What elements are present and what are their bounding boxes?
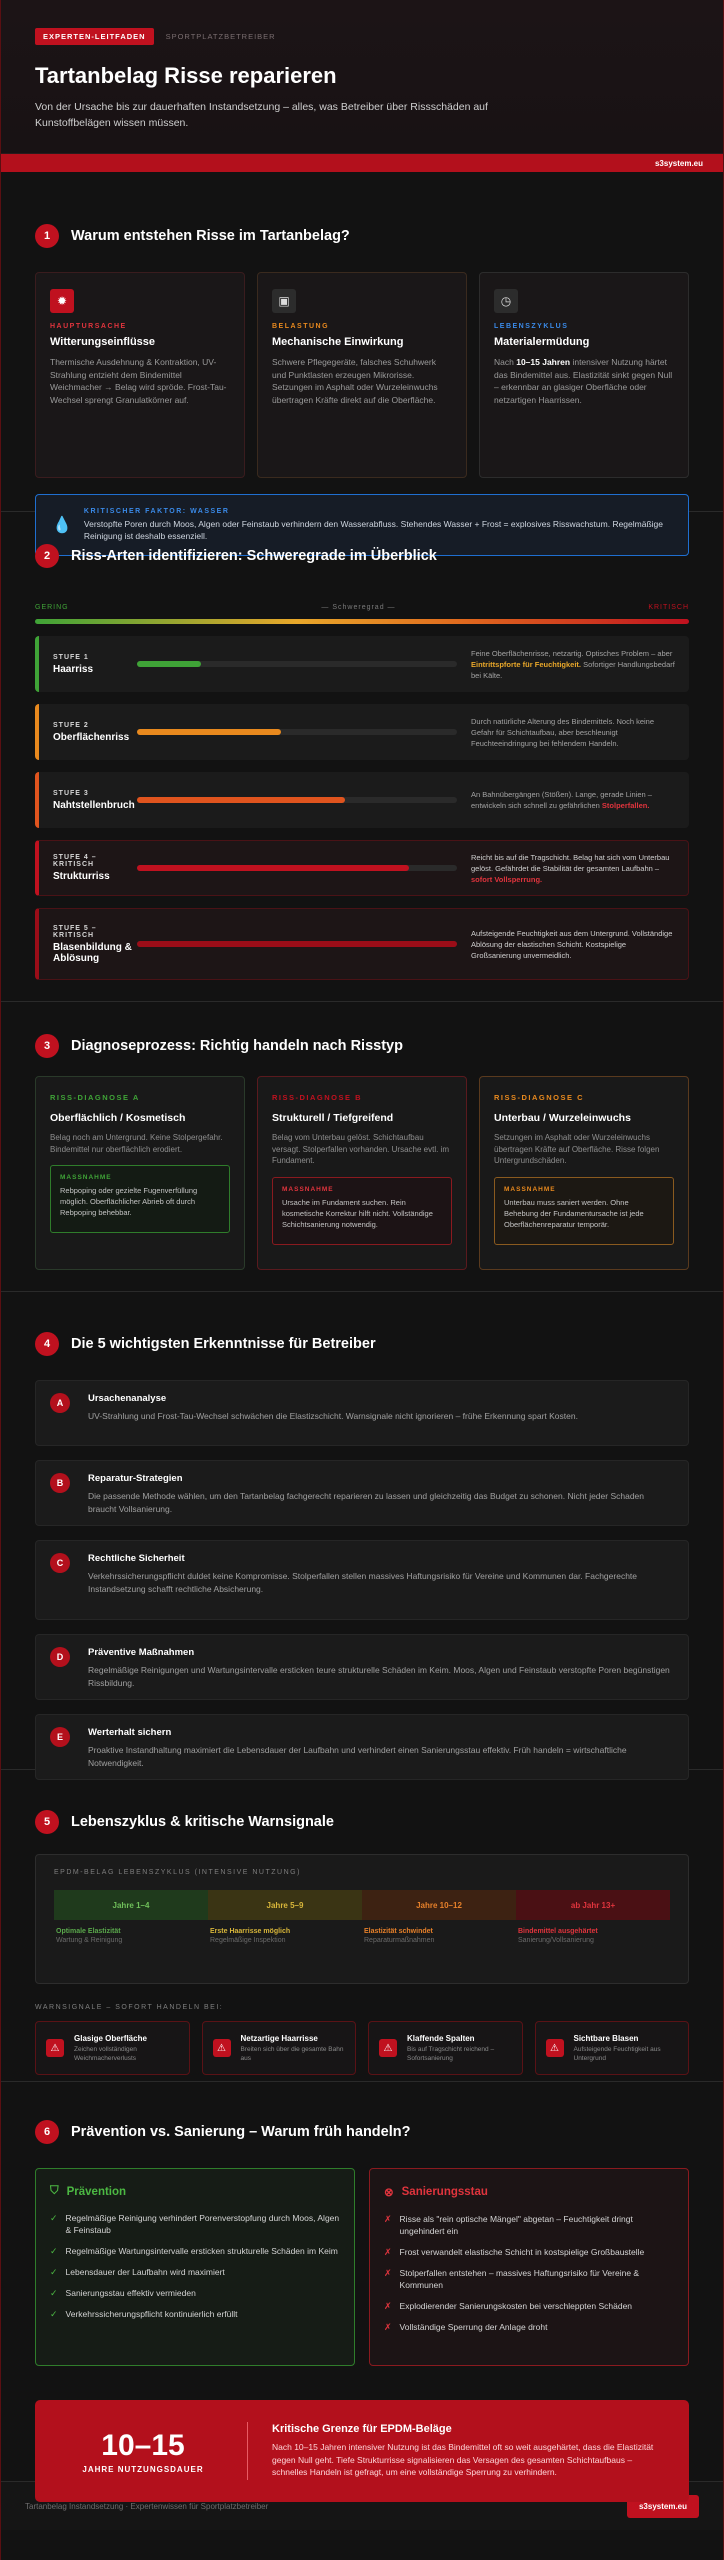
diagnosis-text: Belag vom Unterbau gelöst. Schichtaufbau versagt. Stolperfallen vorhanden. Ursache evtl. im Fundament. [272,1133,449,1165]
insight-letter: B [50,1473,70,1493]
stage-level: STUFE 5 – KRITISCH [53,924,97,939]
stage-level: STUFE 3 [53,789,89,797]
insight-text: UV-Strahlung und Frost-Tau-Wechsel schwächen die Elastizschicht. Warnsignale nicht ignorieren – frühe Erkennung spart Kosten. [88,1411,578,1421]
measure-text: Ursache im Fundament suchen. Rein kosmetische Korrektur hilft nicht. Vollständige Schichtsanierung notwendig. [282,1197,433,1229]
warning-title: Sichtbare Blasen [573,2033,639,2043]
insight-letter: E [50,1727,70,1747]
prevention-item: ✓ Verkehrssicherungspflicht kontinuierlich erfüllt [50,2309,238,2319]
diagnosis-card-b [257,1076,467,1270]
renovation-title: Sanierungsstau [401,2186,488,2198]
insight-item [35,1460,689,1526]
section-number: 5 [35,1810,59,1834]
stage-level: STUFE 4 – KRITISCH [53,854,97,868]
stage-description: Durch natürliche Alterung des Bindemittels. Noch keine Gefahr für Schichtaufbau, aber beschleunigt Feuchteeindringung bei fehlendem Handeln. [471,716,655,748]
measure-text: Unterbau muss saniert werden. Ohne Behebung der Fundamentursache ist jede Oberflächenreparatur temporär. [504,1197,644,1229]
severity-fill [137,661,201,667]
check-icon: ✓ [50,2213,58,2223]
card-tag: BELASTUNG [272,323,330,330]
card-title: Mechanische Einwirkung [272,336,404,348]
insight-letter: D [50,1647,70,1667]
severity-fill [137,941,457,947]
prevention-item: ✓ Regelmäßige Wartungsintervalle ersticken strukturelle Schäden im Keim [50,2246,338,2256]
section-number: 4 [35,1332,59,1356]
insight-item [35,1634,689,1700]
warning-title: Glasige Oberfläche [74,2033,147,2043]
check-icon: ✓ [50,2246,58,2256]
section-title: Riss-Arten identifizieren: Schweregrade im Überblick [71,548,437,564]
cross-icon: ✗ [384,2268,392,2278]
cross-icon: ✗ [384,2322,392,2332]
stage-level: STUFE 2 [53,721,89,729]
cause-card-mechanical [257,272,467,478]
lifecycle-panel [35,1854,689,1984]
insight-title: Ursachenanalyse [88,1393,167,1404]
category-chip[interactable]: EXPERTEN-LEITFADEN [35,28,154,45]
card-title: Materialermüdung [494,336,590,348]
critical-text: Nach 10–15 Jahren intensiver Nutzung ist das Bindemittel oft so weit ausgehärtet, dass die Elastizität gegen Null geht. Tiefe Strukturrisse signalisieren das Versagen des gesamten Schichtaufbaus – schnelles Handeln ist gefragt, um eine vollständige Sperrung zu verhindern. [272,2442,654,2478]
insight-text: Proaktive Instandhaltung maximiert die Lebensdauer der Laufbahn und verhindert einen Sanierungsstau effektiv. Früh handeln = wirtschaftliche Notwendigkeit. [88,1745,627,1768]
diagnosis-title: Oberflächlich / Kosmetisch [50,1112,186,1124]
phase-caption: Erste Haarrisse möglich Regelmäßige Inspektion [210,1928,291,1944]
severity-track [137,661,457,667]
measure-box [272,1177,452,1245]
phase-caption: Optimale Elastizität Wartung & Reinigung [56,1928,123,1944]
scale-high-label: KRITISCH [648,604,689,611]
phase-caption: Elastizität schwindet Reparaturmaßnahmen [364,1928,435,1944]
diagnosis-text: Setzungen im Asphalt oder Wurzeleinwuchs übertragen Kräfte auf Oberfläche. Risse folgen Untergrundschäden. [494,1133,660,1165]
renovation-item: ✗ Risse als "rein optische Mängel" abgetan – Feuchtigkeit dringt ungehindert ein [384,2214,633,2236]
cause-card-weather [35,272,245,478]
warning-text: Breiten sich über die gesamte Bahn aus [240,2045,344,2062]
diagnosis-text: Belag noch am Untergrund. Keine Stolpergefahr. Bindemittel nur oberflächlich erodiert. [50,1133,223,1154]
diagnosis-card-c [479,1076,689,1270]
warning-text: Aufsteigende Feuchtigkeit aus Untergrund [573,2045,661,2062]
measure-label: MASSNAHME [504,1185,556,1193]
warning-icon: ⚠ [213,2039,231,2057]
section-prevention [1,2082,723,2482]
footer-brand-button[interactable]: s3system.eu [627,2495,699,2518]
check-icon: ✓ [50,2267,58,2277]
prevention-item: ✓ Sanierungsstau effektiv vermieden [50,2288,196,2298]
severity-stage [35,772,689,828]
insight-letter: C [50,1553,70,1573]
section-lifecycle [1,1770,723,2082]
shield-icon: ⛉ [50,2185,59,2197]
page-title: Tartanbelag Risse reparieren [35,63,337,88]
stage-name: Oberflächenriss [53,731,130,743]
prevention-item: ✓ Regelmäßige Reinigung verhindert Porenverstopfung durch Moos, Algen & Feinstaub [50,2213,340,2235]
insight-text: Verkehrssicherungspflicht duldet keine Kompromisse. Stolperfallen stellen massives Haftungsrisiko für Vereine und Kommunen dar. Fachgerechte Instandsetzung schafft rechtliche Absicherung. [88,1571,638,1594]
section-number: 2 [35,544,59,568]
warning-icon: ⚠ [46,2039,64,2057]
cross-icon: ✗ [384,2247,392,2257]
scale-low-label: GERING [35,604,69,611]
callout-text: Verstopfte Poren durch Moos, Algen oder Feinstaub verhindern den Wasserabfluss. Stehendes Wasser + Frost = explosives Risswachstum. Regelmäßige Reinigung ist deshalb essenziell. [83,519,663,541]
diagnosis-tag: RISS-DIAGNOSE A [50,1093,140,1102]
warning-title: Klaffende Spalten [407,2033,475,2043]
severity-track [137,941,457,947]
hero [1,0,723,154]
section-diagnosis [1,1002,723,1292]
insight-item [35,1540,689,1620]
stage-description: An Bahnübergängen (Stößen). Lange, gerade Linien – entwickeln sich schnell zu gefährlichen Stolperfallen. [471,790,652,810]
lifecycle-title: EPDM-BELAG LEBENSZYKLUS (INTENSIVE NUTZUNG) [54,1869,301,1876]
measure-label: MASSNAHME [282,1185,334,1193]
renovation-item: ✗ Stolperfallen entstehen – massives Haftungsrisiko für Vereine & Kommunen [384,2268,640,2290]
insight-text: Regelmäßige Reinigungen und Wartungsintervalle ersticken teure strukturelle Schäden im Keim. Moos, Algen und Feinstaub verstopfte Poren begünstigen Rissbildung. [88,1665,670,1688]
water-drop-icon: 💧 [52,517,72,534]
card-tag: LEBENSZYKLUS [494,323,569,330]
scale-mid-label: — Schweregrad — [321,604,396,611]
prevention-card [35,2168,355,2366]
section-title: Die 5 wichtigsten Erkenntnisse für Betreiber [71,1336,376,1352]
severity-stage [35,704,689,760]
check-icon: ✓ [50,2309,58,2319]
lifecycle-phase: Jahre 5–9 [208,1890,362,1920]
severity-fill [137,797,345,803]
warning-icon: ⚠ [546,2039,564,2057]
sun-icon: ✹ [50,289,74,313]
warning-card [202,2021,357,2075]
card-title: Witterungseinflüsse [50,336,156,348]
section-title: Prävention vs. Sanierung – Warum früh handeln? [71,2124,411,2140]
diagnosis-title: Unterbau / Wurzeleinwuchs [494,1112,631,1124]
stage-level: STUFE 1 [53,653,89,661]
prevention-item: ✓ Lebensdauer der Laufbahn wird maximiert [50,2267,225,2277]
card-text: Schwere Pflegegeräte, falsches Schuhwerk und Punktlasten erzeugen Mikrorisse. Setzungen im Asphalt oder Wurzeleinwuchs übertragen Kräfte direkt auf die Oberfläche. [272,357,438,405]
renovation-item: ✗ Vollständige Sperrung der Anlage droht [384,2322,548,2332]
prevention-title: Prävention [66,2185,127,2198]
cross-icon: ✗ [384,2301,392,2311]
divider [247,2422,248,2480]
insight-text: Die passende Methode wählen, um den Tartanbelag fachgerecht reparieren zu lassen und gleichzeitig das Budget zu schonen. Nicht jeder Schaden braucht Vollsanierung. [88,1491,645,1514]
severity-gradient-bar [35,619,689,624]
renovation-card [369,2168,689,2366]
diagnosis-tag: RISS-DIAGNOSE C [494,1093,585,1102]
warning-title: Netzartige Haarrisse [240,2033,318,2043]
severity-stage [35,840,689,896]
severity-fill [137,865,409,871]
diagnosis-tag: RISS-DIAGNOSE B [272,1093,363,1102]
stage-name: Strukturriss [53,871,110,882]
stage-name: Haarriss [53,663,94,675]
renovation-item: ✗ Frost verwandelt elastische Schicht in kostspielige Großbaustelle [384,2247,645,2257]
warning-icon: ⚠ [379,2039,397,2057]
lifecycle-phase: Jahre 10–12 [362,1890,516,1920]
measure-label: MASSNAHME [60,1174,112,1181]
severity-stage [35,636,689,692]
section-number: 3 [35,1034,59,1058]
warning-text: Zeichen vollständigen Weichmacherverlusts [74,2045,137,2062]
section-crack-types [1,512,723,1002]
stage-description: Reicht bis auf die Tragschicht. Belag hat sich vom Unterbau gelöst. Gefährdet die Stabilität der gesamten Laufbahn – sofort Vollsperrung. [471,852,670,884]
warning-card [368,2021,523,2075]
insight-item [35,1380,689,1446]
warning-card [535,2021,690,2075]
card-tag: HAUPTURSACHE [50,323,127,330]
insight-title: Werterhalt sichern [88,1727,172,1738]
measure-box [50,1165,230,1233]
phase-caption: Bindemittel ausgehärtet Sanierung/Vollsanierung [518,1928,598,1944]
lifecycle-phase: Jahre 1–4 [54,1890,208,1920]
cause-card-fatigue [479,272,689,478]
critical-title: Kritische Grenze für EPDM-Beläge [272,2423,452,2436]
section-insights [1,1292,723,1770]
briefcase-icon: ▣ [272,289,296,313]
page-subtitle: Von der Ursache bis zur dauerhaften Instandsetzung – alles, was Betreiber über Rissschäden auf Kunstoffbelägen wissen müssen. [35,101,488,129]
insight-title: Reparatur-Strategien [88,1473,183,1484]
section-causes [1,172,723,541]
section-title: Lebenszyklus & kritische Warnsignale [71,1814,334,1830]
warning-title: WARNSIGNALE – SOFORT HANDELN BEI: [35,2004,224,2011]
measure-text: Rebpoping oder gezielte Fugenverfüllung möglich. Oberflächlicher Abrieb oft durch Rebpoping behebbar. [60,1186,198,1217]
footer-text: Tartanbelag Instandsetzung · Expertenwissen für Sportplatzbetreiber [25,2501,269,2511]
diagnosis-title: Strukturell / Tiefgreifend [272,1112,394,1124]
insight-title: Präventive Maßnahmen [88,1647,195,1658]
critical-years-unit: JAHRE NUTZUNGSDAUER [82,2464,204,2474]
severity-stage [35,908,689,980]
insight-letter: A [50,1393,70,1413]
brand-link[interactable]: s3system.eu [654,158,703,168]
section-title: Warum entstehen Risse im Tartanbelag? [71,228,350,244]
diagnosis-card-a [35,1076,245,1270]
severity-track [137,729,457,735]
insight-title: Rechtliche Sicherheit [88,1553,185,1564]
cross-icon: ✗ [384,2214,392,2224]
section-number: 1 [35,224,59,248]
stage-name: Nahtstellenbruch [53,799,135,811]
card-text: Thermische Ausdehnung & Kontraktion, UV-Strahlung entzieht dem Bindemittel Weichmacher → Belag wird spröde. Frost-Tau-Wechsel sprengt Granulatkörner auf. [50,357,227,405]
stage-description: Feine Oberflächenrisse, netzartig. Optisches Problem – aber Eintrittspforte für Feuchtigkeit. Sofortiger Handlungsbedarf bei Kälte. [471,648,675,680]
check-icon: ✓ [50,2288,58,2298]
callout-title: KRITISCHER FAKTOR: WASSER [83,508,230,515]
warning-text: Bis auf Tragschicht reichend – Sofortsanierung [407,2045,495,2062]
severity-track [137,865,457,871]
brand-bar [1,154,723,172]
lifecycle-phase: ab Jahr 13+ [516,1890,670,1920]
warning-card [35,2021,190,2075]
measure-box [494,1177,674,1245]
stage-description: Aufsteigende Feuchtigkeit aus dem Untergrund. Vollständige Ablösung der elastischen Schicht. Kostspielige Großsanierung unvermeidlich. [471,928,673,960]
severity-fill [137,729,281,735]
severity-track [137,797,457,803]
audience-label: SPORTPLATZBETREIBER [165,32,276,41]
critical-limit-banner [35,2400,689,2502]
critical-years: 10–15 [101,2428,185,2462]
card-text: Nach 10–15 Jahren intensiver Nutzung härtet das Bindemittel aus. Elastizität sinkt gegen Null – erkennbar an glasiger Oberfläche oder netzartigen Haarrissen. [494,357,673,405]
stage-name: Blasenbildung & Ablösung [53,941,132,964]
section-number: 6 [35,2120,59,2144]
clock-icon: ◷ [494,289,518,313]
x-circle-icon: ⊗ [384,2187,394,2199]
renovation-item: ✗ Explodierender Sanierungskosten bei verschleppten Schäden [384,2301,633,2311]
section-title: Diagnoseprozess: Richtig handeln nach Risstyp [71,1038,403,1054]
